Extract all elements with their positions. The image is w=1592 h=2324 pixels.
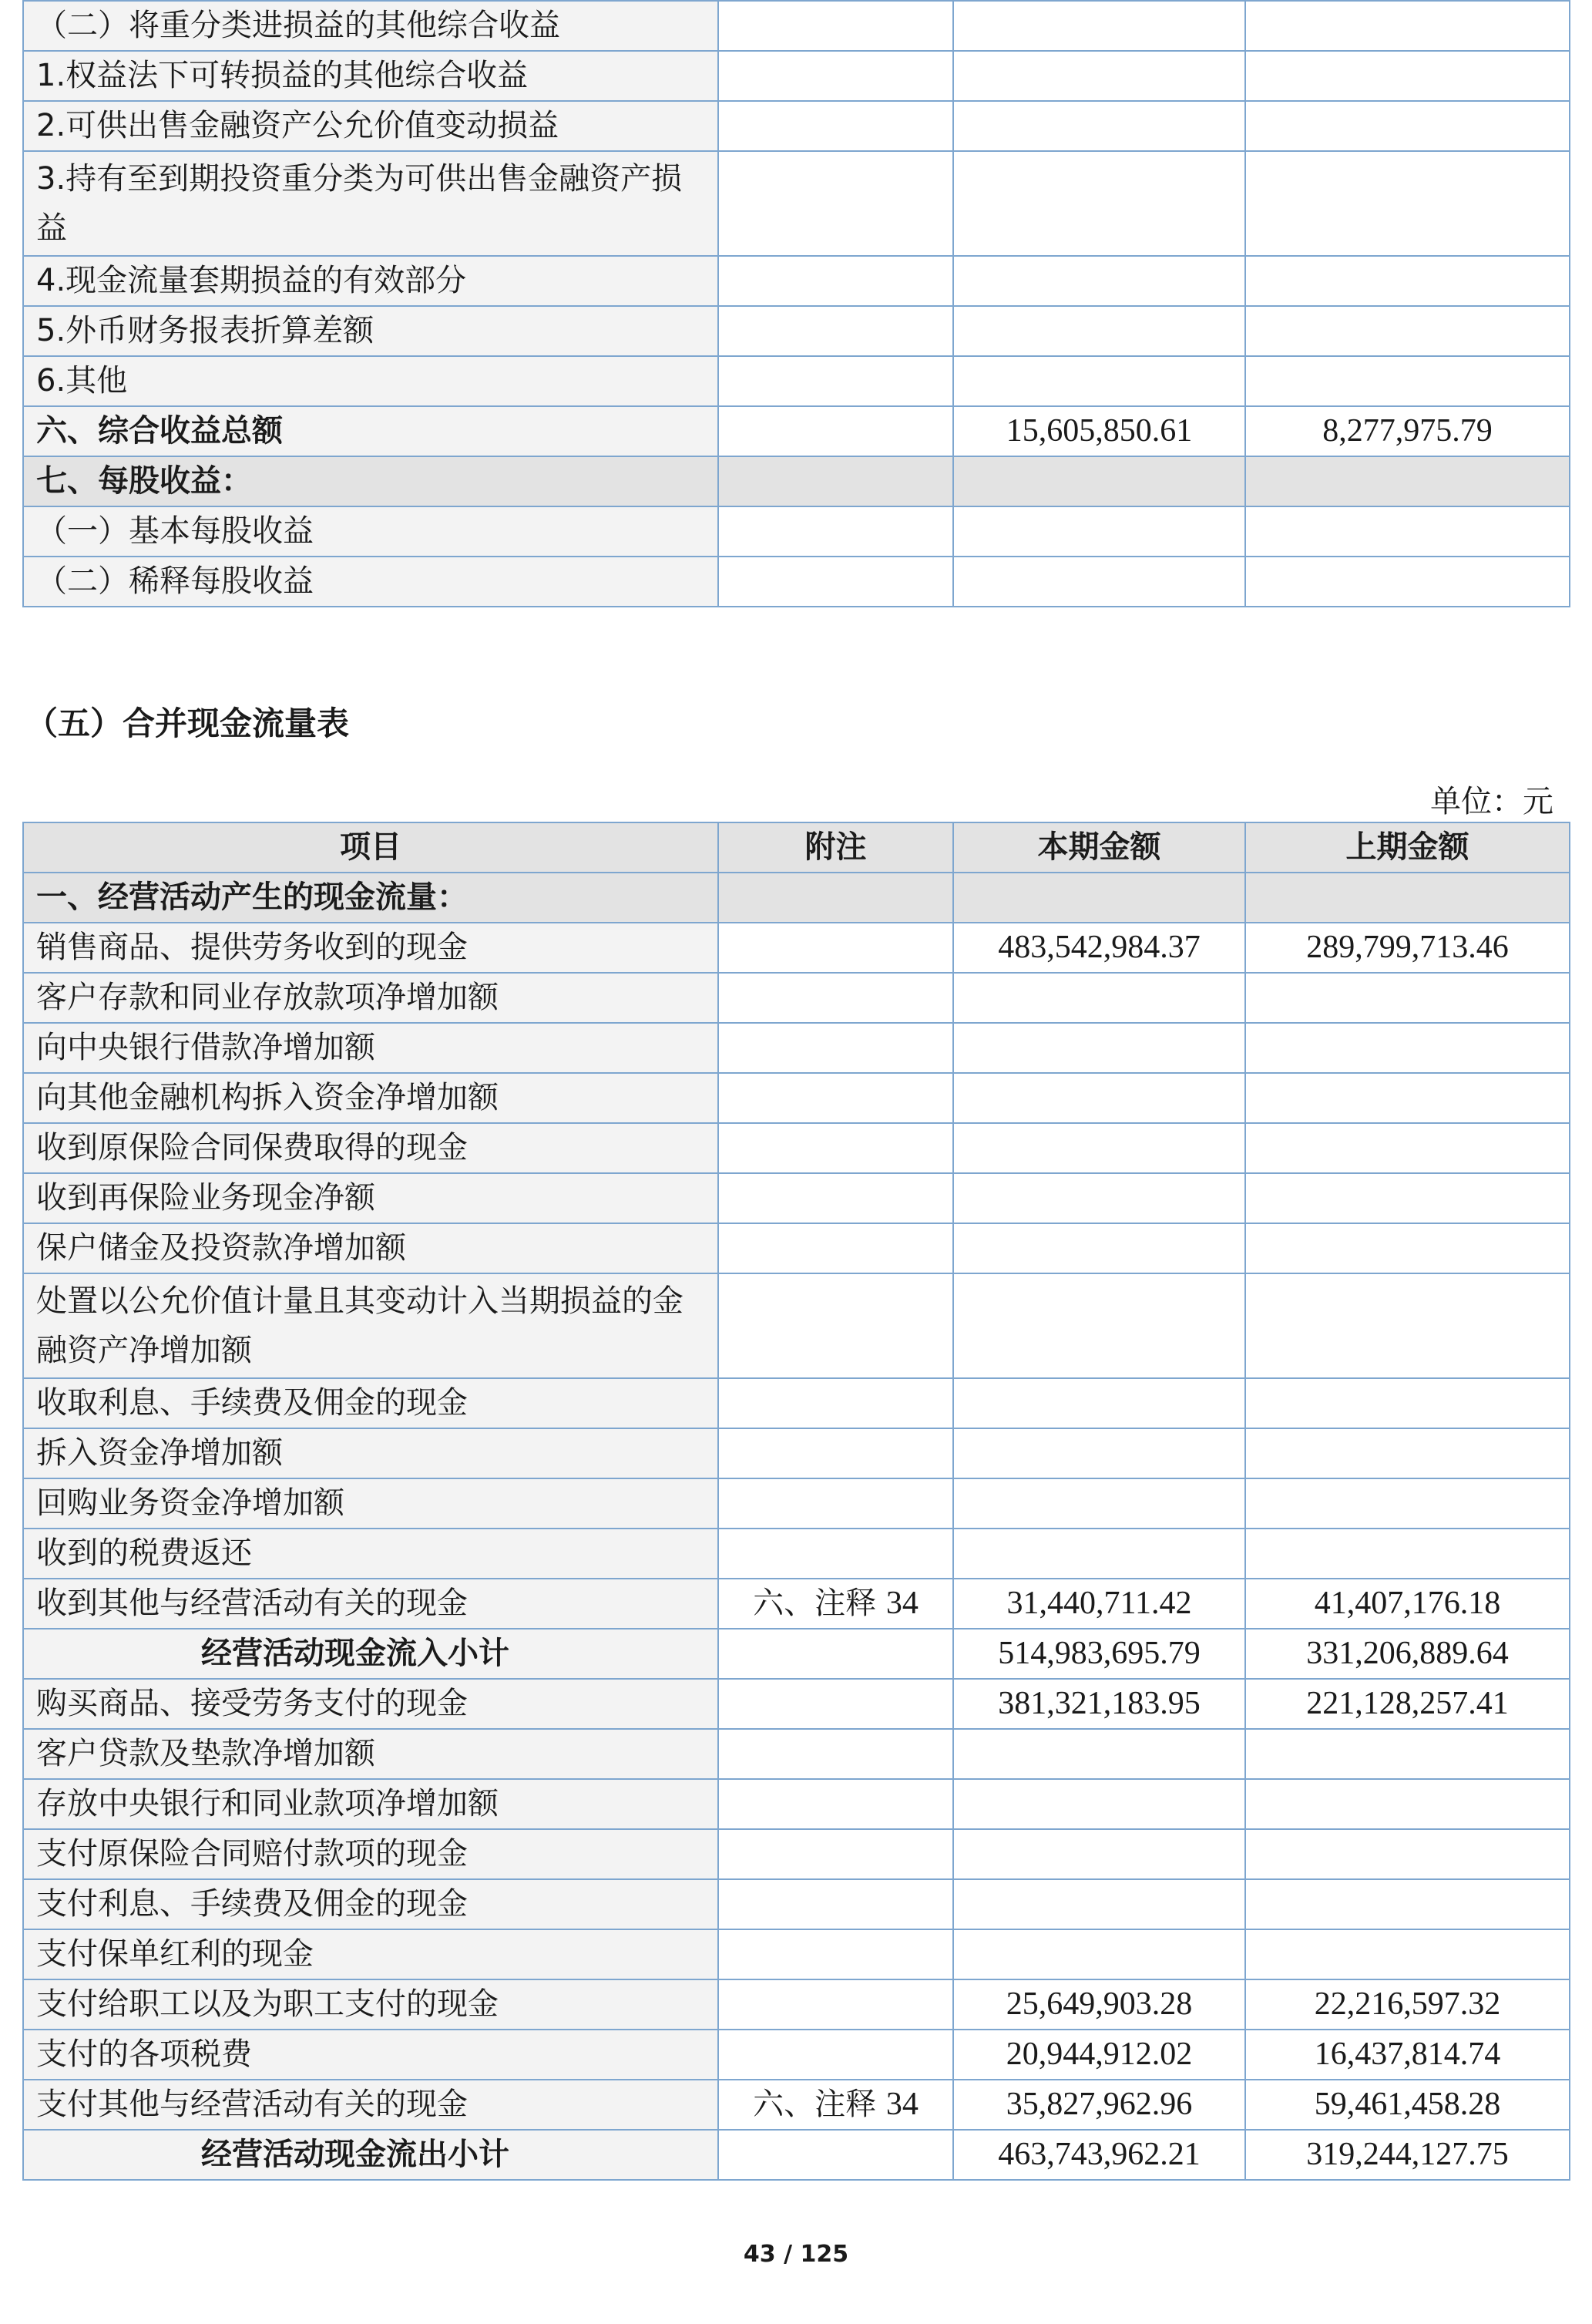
table-row [23,356,1570,406]
row-note [718,356,953,406]
row-current-amount [953,1123,1245,1173]
row-note [718,1529,953,1579]
note-prefix: 六、注释 [753,2087,877,2122]
row-current-amount [953,1273,1245,1378]
row-note [718,256,953,306]
row-current-amount [953,1779,1245,1829]
row-label: 向其他金融机构拆入资金净增加额 [23,1073,718,1123]
row-label: 客户存款和同业存放款项净增加额 [23,973,718,1023]
table-row [23,51,1570,101]
row-current-amount [953,256,1245,306]
row-label: 购买商品、接受劳务支付的现金 [23,1679,718,1729]
row-label: 1.权益法下可转损益的其他综合收益 [23,51,718,101]
table-row [23,1173,1570,1223]
income-statement-continued-table [22,0,1570,607]
row-previous-amount [1245,1023,1570,1073]
row-previous-amount [1245,306,1570,356]
row-note [718,1428,953,1478]
row-note [718,923,953,973]
row-note [718,506,953,557]
row-current-amount: 15,605,850.61 [953,406,1245,456]
row-current-amount [953,356,1245,406]
row-note [718,1173,953,1223]
row-label: 支付给职工以及为职工支付的现金 [23,1979,718,2030]
row-current-amount [953,873,1245,923]
table-row [23,1123,1570,1173]
table-row [23,2130,1570,2180]
row-previous-amount: 41,407,176.18 [1245,1579,1570,1629]
row-current-amount [953,151,1245,256]
row-label: 收到原保险合同保费取得的现金 [23,1123,718,1173]
row-previous-amount [1245,1123,1570,1173]
note-number: 34 [885,2087,919,2122]
row-note [718,1478,953,1529]
table-row [23,1478,1570,1529]
row-note [718,1679,953,1729]
row-current-amount [953,101,1245,151]
row-previous-amount [1245,51,1570,101]
row-label: 保户储金及投资款净增加额 [23,1223,718,1273]
row-note [718,101,953,151]
table-row [23,1,1570,51]
row-note [718,1023,953,1073]
table-row [23,456,1570,506]
row-current-amount [953,506,1245,557]
page-number: 43 / 125 [743,2241,849,2268]
row-label: 收到的税费返还 [23,1529,718,1579]
row-previous-amount [1245,1779,1570,1829]
table-row [23,1529,1570,1579]
table-row [23,1073,1570,1123]
row-note [718,51,953,101]
row-previous-amount [1245,1879,1570,1929]
cash-table-body [23,873,1570,2180]
row-previous-amount [1245,1223,1570,1273]
table-row [23,1779,1570,1829]
header-item: 项目 [23,822,718,873]
table-row [23,1929,1570,1979]
table-row [23,256,1570,306]
row-label: 客户贷款及垫款净增加额 [23,1729,718,1779]
row-current-amount [953,1023,1245,1073]
row-current-amount: 514,983,695.79 [953,1629,1245,1679]
table-row [23,1428,1570,1478]
row-label: 支付利息、手续费及佣金的现金 [23,1879,718,1929]
row-note [718,1378,953,1428]
row-label: 回购业务资金净增加额 [23,1478,718,1529]
row-label: 销售商品、提供劳务收到的现金 [23,923,718,973]
table-row [23,1273,1570,1378]
row-label: 支付的各项税费 [23,2030,718,2080]
row-previous-amount [1245,1478,1570,1529]
row-previous-amount: 331,206,889.64 [1245,1629,1570,1679]
row-current-amount: 35,827,962.96 [953,2080,1245,2130]
row-note [718,1,953,51]
row-previous-amount [1245,456,1570,506]
row-previous-amount [1245,557,1570,607]
row-note [718,1273,953,1378]
row-current-amount [953,1378,1245,1428]
row-note [718,1829,953,1879]
table-row [23,151,1570,256]
row-label: 存放中央银行和同业款项净增加额 [23,1779,718,1829]
row-note [718,306,953,356]
note-number: 34 [885,1586,919,1621]
header-current: 本期金额 [953,822,1245,873]
row-label: 经营活动现金流入小计 [23,1629,718,1679]
row-previous-amount: 16,437,814.74 [1245,2030,1570,2080]
header-previous: 上期金额 [1245,822,1570,873]
row-previous-amount [1245,101,1570,151]
row-label: 6.其他 [23,356,718,406]
row-current-amount: 20,944,912.02 [953,2030,1245,2080]
row-note [718,406,953,456]
table-row [23,1879,1570,1929]
table-row [23,101,1570,151]
row-note [718,1073,953,1123]
row-previous-amount [1245,1829,1570,1879]
table-row [23,923,1570,973]
table-row [23,1023,1570,1073]
row-previous-amount: 59,461,458.28 [1245,2080,1570,2130]
row-label: 经营活动现金流出小计 [23,2130,718,2180]
row-previous-amount [1245,1378,1570,1428]
row-label: 向中央银行借款净增加额 [23,1023,718,1073]
table-row [23,1223,1570,1273]
row-previous-amount: 8,277,975.79 [1245,406,1570,456]
row-current-amount: 463,743,962.21 [953,2130,1245,2180]
row-previous-amount [1245,1428,1570,1478]
note-prefix: 六、注释 [753,1586,877,1621]
row-previous-amount [1245,973,1570,1023]
row-note [718,2130,953,2180]
row-label: 拆入资金净增加额 [23,1428,718,1478]
table-row [23,557,1570,607]
table-row [23,2030,1570,2080]
row-current-amount [953,51,1245,101]
row-label: 收到再保险业务现金净额 [23,1173,718,1223]
unit-label: 单位：元 [1430,784,1553,819]
row-current-amount [953,1529,1245,1579]
row-current-amount [953,973,1245,1023]
row-current-amount [953,1829,1245,1879]
row-previous-amount [1245,1929,1570,1979]
row-label: 七、每股收益： [23,456,718,506]
row-current-amount [953,1,1245,51]
table-row [23,306,1570,356]
row-note [718,1879,953,1929]
row-label: 处置以公允价值计量且其变动计入当期损益的金融资产净增加额 [23,1273,718,1378]
row-label: 支付原保险合同赔付款项的现金 [23,1829,718,1879]
row-label: （一）基本每股收益 [23,506,718,557]
row-previous-amount [1245,1073,1570,1123]
row-previous-amount: 22,216,597.32 [1245,1979,1570,2030]
table-row [23,1829,1570,1879]
row-label: 一、经营活动产生的现金流量： [23,873,718,923]
table-row [23,506,1570,557]
row-previous-amount [1245,1729,1570,1779]
row-current-amount: 381,321,183.95 [953,1679,1245,1729]
section-title: （五）合并现金流量表 [25,705,350,742]
row-note [718,873,953,923]
table-row [23,1979,1570,2030]
row-label: （二）将重分类进损益的其他综合收益 [23,1,718,51]
row-current-amount [953,306,1245,356]
row-label: 收到其他与经营活动有关的现金 [23,1579,718,1629]
row-label: 2.可供出售金融资产公允价值变动损益 [23,101,718,151]
row-current-amount [953,456,1245,506]
row-note [718,151,953,256]
table-row [23,973,1570,1023]
row-previous-amount [1245,873,1570,923]
header-row [23,822,1570,873]
row-note [718,1729,953,1779]
row-note [718,1629,953,1679]
income-table-body [23,1,1570,607]
row-current-amount: 483,542,984.37 [953,923,1245,973]
table-row [23,1629,1570,1679]
table-row [23,1579,1570,1629]
table-row [23,1679,1570,1729]
row-note [718,1223,953,1273]
table-row [23,406,1570,456]
row-previous-amount [1245,1,1570,51]
row-previous-amount [1245,506,1570,557]
row-current-amount [953,1173,1245,1223]
row-previous-amount [1245,256,1570,306]
table-row [23,1378,1570,1428]
row-previous-amount [1245,1529,1570,1579]
table-row [23,1729,1570,1779]
row-previous-amount: 289,799,713.46 [1245,923,1570,973]
row-note [718,1929,953,1979]
row-current-amount [953,1879,1245,1929]
row-note [718,2080,953,2130]
row-note [718,1123,953,1173]
row-current-amount [953,1073,1245,1123]
row-current-amount [953,1223,1245,1273]
row-previous-amount: 319,244,127.75 [1245,2130,1570,2180]
table-row [23,2080,1570,2130]
row-previous-amount [1245,356,1570,406]
row-note [718,973,953,1023]
row-note [718,557,953,607]
row-current-amount [953,1478,1245,1529]
row-label: 支付其他与经营活动有关的现金 [23,2080,718,2130]
row-current-amount [953,1428,1245,1478]
row-note [718,1779,953,1829]
row-previous-amount: 221,128,257.41 [1245,1679,1570,1729]
row-previous-amount [1245,1273,1570,1378]
row-label: 4.现金流量套期损益的有效部分 [23,256,718,306]
row-previous-amount [1245,1173,1570,1223]
row-note [718,456,953,506]
row-current-amount: 31,440,711.42 [953,1579,1245,1629]
row-current-amount: 25,649,903.28 [953,1979,1245,2030]
row-label: （二）稀释每股收益 [23,557,718,607]
cash-flow-table [22,822,1570,2181]
row-current-amount [953,1729,1245,1779]
row-current-amount [953,1929,1245,1979]
row-note [718,1579,953,1629]
row-note [718,2030,953,2080]
row-label: 收取利息、手续费及佣金的现金 [23,1378,718,1428]
table-row [23,873,1570,923]
row-label: 5.外币财务报表折算差额 [23,306,718,356]
row-current-amount [953,557,1245,607]
row-label: 六、综合收益总额 [23,406,718,456]
row-note [718,1979,953,2030]
header-note: 附注 [718,822,953,873]
row-label: 3.持有至到期投资重分类为可供出售金融资产损益 [23,151,718,256]
row-previous-amount [1245,151,1570,256]
row-label: 支付保单红利的现金 [23,1929,718,1979]
